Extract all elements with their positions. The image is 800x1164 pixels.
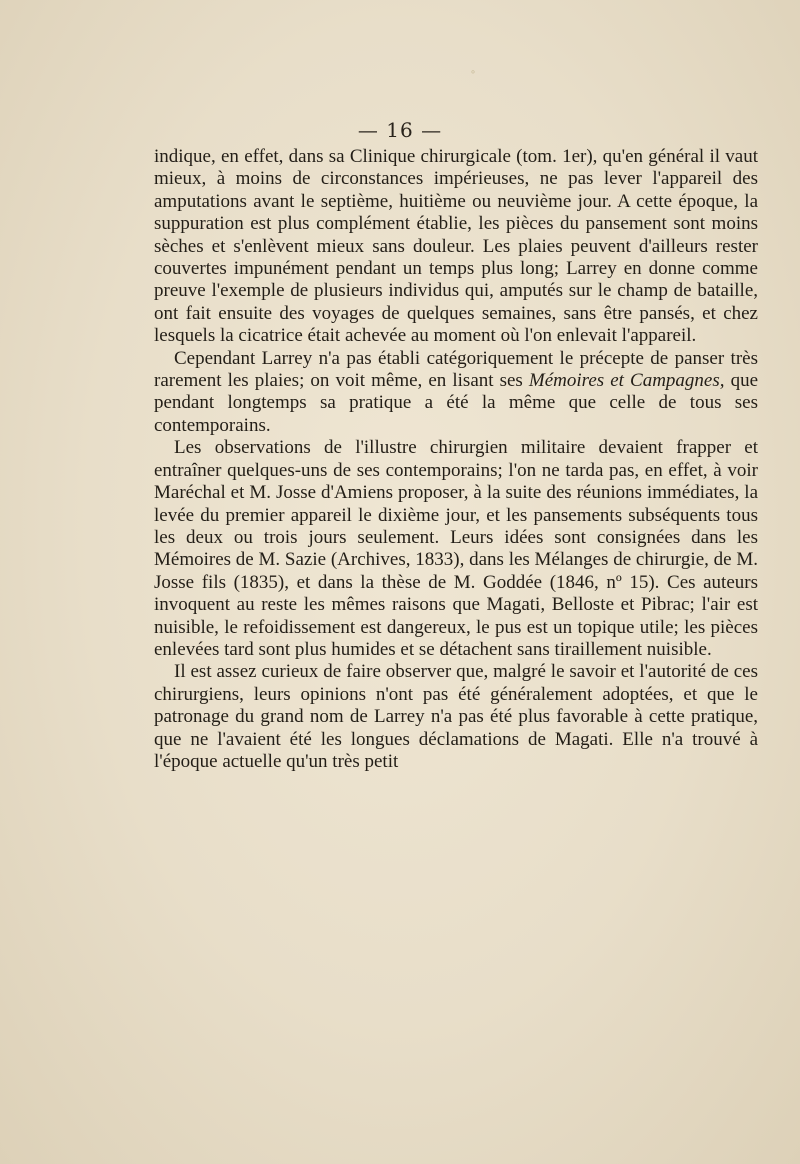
paragraph-3-text: Les observations de l'illustre chirurgien militaire devaient frapper et entraîner quelques-uns de ses contemporains; l'on ne tarda pas, en effet, à voir Maréchal et M. Josse d'Amiens proposer, à la suite des réunions immédiates, la levée du premier appareil le dixième jour, et les pansements subséquents tous les deux ou trois jours seulement. Leurs idées sont consignées dans les Mémoires de M. Sazie (Archives, 1833), dans les Mélanges de chirurgie, de M. Josse fils (1835), et dans la thèse de M. Goddée (1846, nº 15). Ces auteurs invoquent au reste les mêmes raisons que Magati, Belloste et Pibrac; l'air est nuisible, le refoidissement est dangereux, le pus est un topique utile; les pièces enlevées tard sont plus humides et se détachent sans tiraillement nuisible. — [154, 437, 758, 660]
paper-mark: ˚ — [470, 70, 476, 84]
body-text — [154, 146, 758, 773]
paragraph-2-text-b: que pendant longtemps sa pratique a été la même que celle de tous ses contemporains. — [154, 370, 759, 436]
paragraph-2 — [154, 348, 758, 438]
paragraph-1 — [154, 146, 758, 348]
paragraph-1-text: indique, en effet, dans sa Clinique chirurgicale (tom. 1er), qu'en général il vaut mieux, à moins de circonstances impérieuses, ne pas lever l'appareil des amputations avant le septième, huitième ou neuvième jour. A cette époque, la suppuration est plus complément établie, les pièces du pansement sont moins sèches et s'enlèvent mieux sans douleur. Les plaies peuvent d'ailleurs rester couvertes impunément pendant un temps plus long; Larrey en donne comme preuve l'exemple de plusieurs individus qui, amputés sur le champ de bataille, ont fait ensuite des voyages de quelques semaines, sans être pansés, et chez lesquels la cicatrice était achevée au moment où l'on enlevait l'appareil. — [154, 146, 758, 347]
paragraph-2-text-a: Cependant Larrey n'a pas établi catégoriquement le précepte de panser très rarement les plaies; on voit même, en lisant ses — [154, 347, 758, 392]
paragraph-4 — [154, 661, 758, 773]
page-number: — 16 — — [357, 118, 443, 142]
paragraph-3 — [154, 437, 758, 661]
paragraph-4-text: Il est assez curieux de faire observer que, malgré le savoir et l'autorité de ces chirurgiens, leurs opinions n'ont pas été généralement adoptées, et que le patronage du grand nom de Larrey n'a pas été plus favorable à cette pratique, que ne l'avaient été les longues déclamations de Magati. Elle n'a trouvé à l'époque actuelle qu'un très petit — [154, 661, 758, 772]
book-title-italic: Mémoires et Campagnes, — [528, 370, 725, 392]
